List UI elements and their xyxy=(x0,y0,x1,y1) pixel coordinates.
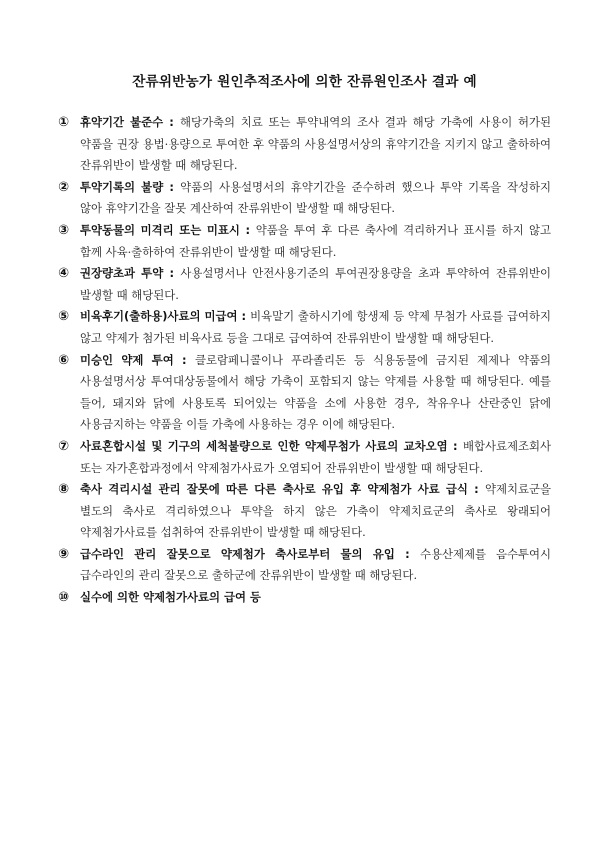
list-item xyxy=(58,436,551,479)
list-item xyxy=(58,112,551,177)
item-separator: : xyxy=(467,482,485,497)
item-heading: 실수에 의한 약제첨가사료의 급여 등 xyxy=(80,590,261,605)
item-heading: 투약기록의 불량 xyxy=(80,179,164,194)
item-separator: : xyxy=(237,309,251,324)
item-number: ⑥ xyxy=(58,352,70,368)
item-separator: : xyxy=(173,352,195,367)
item-number: ⑦ xyxy=(58,438,70,454)
list-item xyxy=(58,306,551,349)
item-description: 약제치료군을 별도의 축사로 격리하였으나 투약을 하지 않은 가축이 약제치료군의 축사로 왕래되어 약제첨가사료를 섭취하여 잔류위반이 발생할 때 해당된다. xyxy=(80,482,551,540)
item-description: 해당가축의 치료 또는 투약내역의 조사 결과 해당 가축에 사용이 허가된 약품을 권장 용법·용량으로 투여한 후 약품의 사용설명서상의 휴약기간을 지키지 않고 출하하여 잔류위반이 발생할 때 해당된다. xyxy=(80,115,551,173)
list-item xyxy=(58,177,551,220)
item-heading: 급수라인 관리 잘못으로 약제첨가 축사로부터 물의 유입 xyxy=(80,546,395,561)
item-heading: 미승인 약제 투여 xyxy=(80,352,174,367)
cause-list xyxy=(58,112,551,609)
item-heading: 휴약기간 불준수 xyxy=(80,115,164,129)
item-separator: : xyxy=(163,266,181,281)
item-heading: 비육후기(출하용)사료의 미급여 xyxy=(80,309,238,324)
item-separator: : xyxy=(447,438,463,453)
item-description: 약품을 투여 후 다른 축사에 격리하거나 표시를 하지 않고 함께 사육·출하하여 잔류위반이 발생할 때 해당된다. xyxy=(80,222,551,259)
list-item xyxy=(58,263,551,306)
list-item xyxy=(58,350,551,436)
item-number: ④ xyxy=(58,266,70,282)
item-number: ⑨ xyxy=(58,546,70,562)
item-description: 약품의 사용설명서의 휴약기간을 준수하려 했으나 투약 기록을 작성하지 않아 휴약기간을 잘못 계산하여 잔류위반이 발생할 때 해당된다. xyxy=(80,179,551,216)
item-separator: : xyxy=(239,222,256,237)
item-heading: 축사 격리시설 관리 잘못에 따른 다른 축사로 유입 후 약제첨가 사료 급식 xyxy=(80,482,468,497)
item-heading: 권장량초과 투약 xyxy=(80,266,164,281)
list-item xyxy=(58,220,551,263)
item-separator: : xyxy=(394,546,420,561)
list-item xyxy=(58,544,551,587)
item-number: ② xyxy=(58,179,70,195)
item-number: ⑧ xyxy=(58,482,70,498)
item-number: ① xyxy=(58,115,70,130)
item-description: 배합사료제조회사 또는 자가혼합과정에서 약제첨가사료가 오염되어 잔류위반이 발생할 때 해당된다. xyxy=(80,438,551,475)
item-description: 비육말기 출하시기에 항생제 등 약제 무첨가 사료를 급여하지 않고 약제가 첨가된 비육사료 등을 그대로 급여하여 잔류위반이 발생할 때 해당된다. xyxy=(80,309,552,345)
item-separator: : xyxy=(163,179,181,194)
item-description: 클로람페니콜이나 푸라졸리돈 등 식용동물에 금지된 제제나 약품의 사용설명서상 투여대상동물에서 해당 가축이 포함되지 않는 약제를 사용할 때 해당된다. 예를 들어, 돼지와 닭에 사용토록 되어있는 약품을 소에 사용한 경우, 착유우나 산란중인 닭에 사용금지하는 약품을 이들 가축에 사용하는 경우 이에 해당된다. xyxy=(80,352,551,432)
item-number: ③ xyxy=(58,222,70,238)
item-heading: 투약동물의 미격리 또는 미표시 xyxy=(80,222,240,237)
list-item xyxy=(58,479,551,544)
item-number: ⑩ xyxy=(58,590,70,606)
list-item xyxy=(58,587,551,609)
document-title: 잔류위반농가 원인추적조사에 의한 잔류원인조사 결과 예 xyxy=(132,74,477,90)
item-separator: : xyxy=(163,115,180,129)
item-number: ⑤ xyxy=(58,309,70,325)
item-heading: 사료혼합시설 및 기구의 세척불량으로 인한 약제무첨가 사료의 교차오염 xyxy=(80,438,448,453)
item-description: 사용설명서나 안전사용기준의 투여권장용량을 초과 투약하여 잔류위반이 발생할 때 해당된다. xyxy=(80,266,551,302)
item-description: 수용산제제를 음수투여시 급수라인의 관리 잘못으로 출하군에 잔류위반이 발생할 때 해당된다. xyxy=(80,546,551,583)
